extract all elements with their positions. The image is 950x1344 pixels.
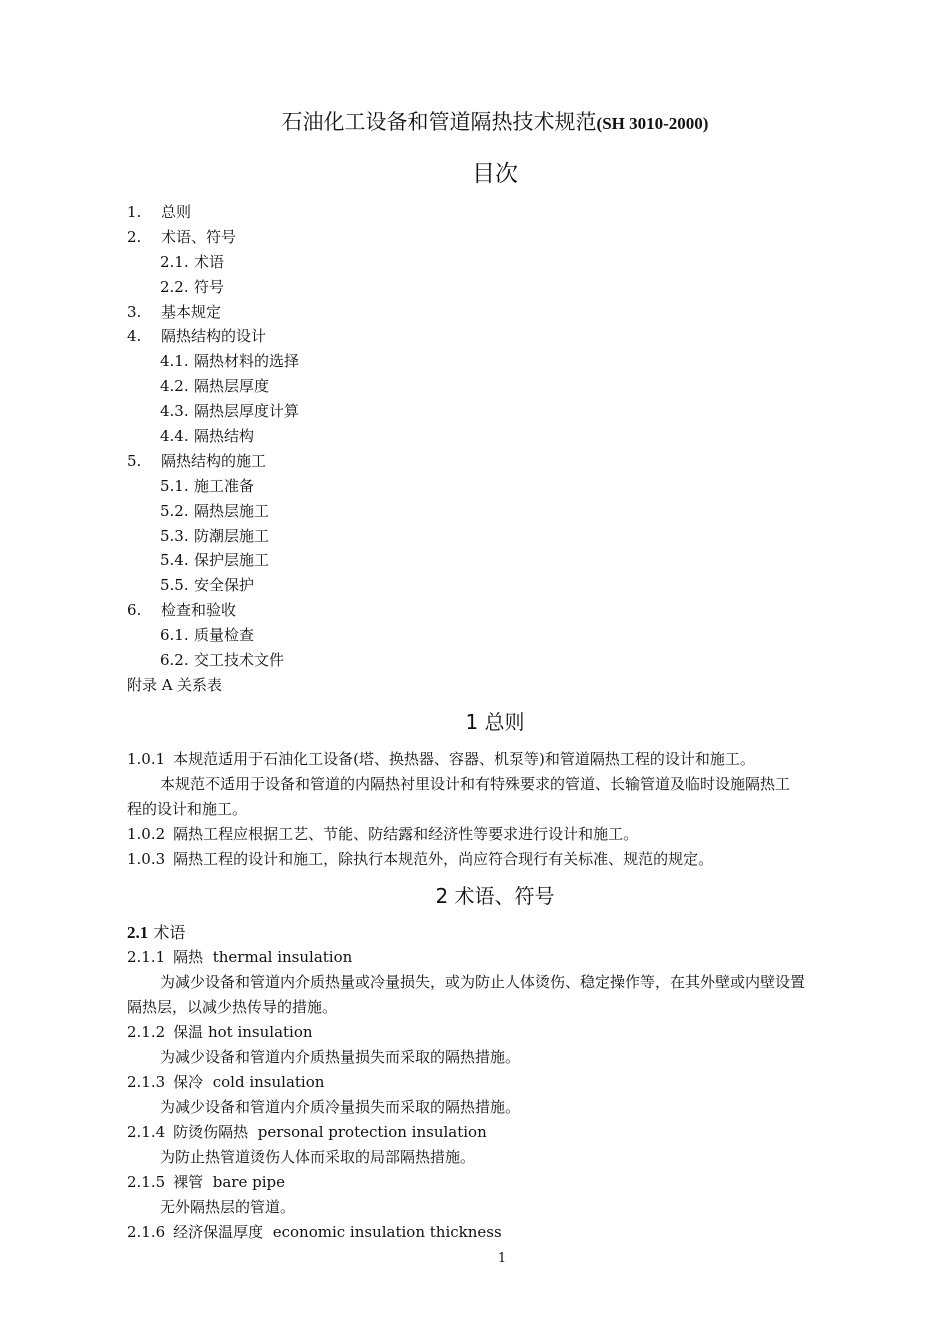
toc-item-appendix[interactable]: 附录 A 关系表 xyxy=(127,675,223,694)
term-definition: 为减少设备和管道内介质热量损失而采取的隔热措施。 xyxy=(160,1048,521,1066)
toc-subitem[interactable]: 2.2. 符号 xyxy=(160,277,225,296)
clause-1-0-2: 1.0.2 隔热工程应根据工艺、节能、防结露和经济性等要求进行设计和施工。 xyxy=(127,825,639,843)
toc-subitem[interactable]: 4.1. 隔热材料的选择 xyxy=(160,352,300,371)
term-entry: 2.1.1 隔热 thermal insulation xyxy=(127,948,353,966)
clause-1-0-1-note: 本规范不适用于设备和管道的内隔热衬里设计和有特殊要求的管道、长输管道及临时设施隔热工 xyxy=(160,775,791,793)
clause-1-0-1-note-cont: 程的设计和施工。 xyxy=(127,800,248,818)
toc-item[interactable]: 1. 总则 xyxy=(127,203,192,221)
term-definition: 为防止热管道烫伤人体而采取的局部隔热措施。 xyxy=(160,1148,476,1166)
toc-subitem[interactable]: 2.1. 术语 xyxy=(160,252,225,271)
term-entry: 2.1.4 防烫伤隔热 personal protection insulation xyxy=(127,1123,487,1141)
toc-subitem[interactable]: 5.3. 防潮层施工 xyxy=(160,526,270,545)
term-entry: 2.1.3 保冷 cold insulation xyxy=(127,1073,325,1091)
table-of-contents xyxy=(127,200,299,698)
section-terms-body xyxy=(127,920,887,1245)
clause-1-0-3: 1.0.3 隔热工程的设计和施工，除执行本规范外，尚应符合现行有关标准、规范的规定。 xyxy=(127,850,714,868)
toc-subitem[interactable]: 6.2. 交工技术文件 xyxy=(160,651,285,670)
toc-subitem[interactable]: 6.1. 质量检查 xyxy=(160,626,255,645)
subsection-heading: 2.1 术语 xyxy=(127,923,186,942)
title-text: 石油化工设备和管道隔热技术规范 xyxy=(281,110,597,134)
toc-item[interactable]: 5. 隔热结构的施工 xyxy=(127,451,267,470)
toc-subitem[interactable]: 4.3. 隔热层厚度计算 xyxy=(160,402,300,421)
term-entry: 2.1.2 保温 hot insulation xyxy=(127,1023,313,1041)
section-general-body xyxy=(127,747,887,872)
standard-code: (SH 3010-2000) xyxy=(596,114,709,133)
toc-subitem[interactable]: 5.4. 保护层施工 xyxy=(160,551,270,570)
toc-item[interactable]: 4. 隔热结构的设计 xyxy=(127,327,267,346)
document-title xyxy=(0,106,950,136)
toc-subitem[interactable]: 5.1. 施工准备 xyxy=(160,476,255,495)
toc-heading: 目次 xyxy=(472,161,518,187)
term-definition-cont: 隔热层，以减少热传导的措施。 xyxy=(127,998,338,1016)
term-entry: 2.1.5 裸管 bare pipe xyxy=(127,1173,285,1191)
page-number: 1 xyxy=(497,1251,507,1266)
term-entry: 2.1.6 经济保温厚度 economic insulation thickness xyxy=(127,1223,502,1241)
term-definition: 无外隔热层的管道。 xyxy=(160,1198,296,1216)
section-heading-general: 1 总则 xyxy=(465,710,525,734)
toc-item[interactable]: 2. 术语、符号 xyxy=(127,227,237,246)
toc-subitem[interactable]: 4.2. 隔热层厚度 xyxy=(160,377,270,396)
toc-subitem[interactable]: 5.2. 隔热层施工 xyxy=(160,501,270,520)
term-definition: 为减少设备和管道内介质热量或冷量损失，或为防止人体烫伤、稳定操作等，在其外壁或内壁设置 xyxy=(160,973,806,991)
toc-subitem[interactable]: 5.5. 安全保护 xyxy=(160,576,255,595)
term-definition: 为减少设备和管道内介质冷量损失而采取的隔热措施。 xyxy=(160,1098,521,1116)
toc-subitem[interactable]: 4.4. 隔热结构 xyxy=(160,427,255,446)
toc-item[interactable]: 3. 基本规定 xyxy=(127,302,222,321)
section-heading-terms: 2 术语、符号 xyxy=(435,884,555,908)
clause-1-0-1: 1.0.1 本规范适用于石油化工设备(塔、换热器、容器、机泵等)和管道隔热工程的设计和施工。 xyxy=(127,750,755,768)
toc-item[interactable]: 6. 检查和验收 xyxy=(127,601,237,620)
